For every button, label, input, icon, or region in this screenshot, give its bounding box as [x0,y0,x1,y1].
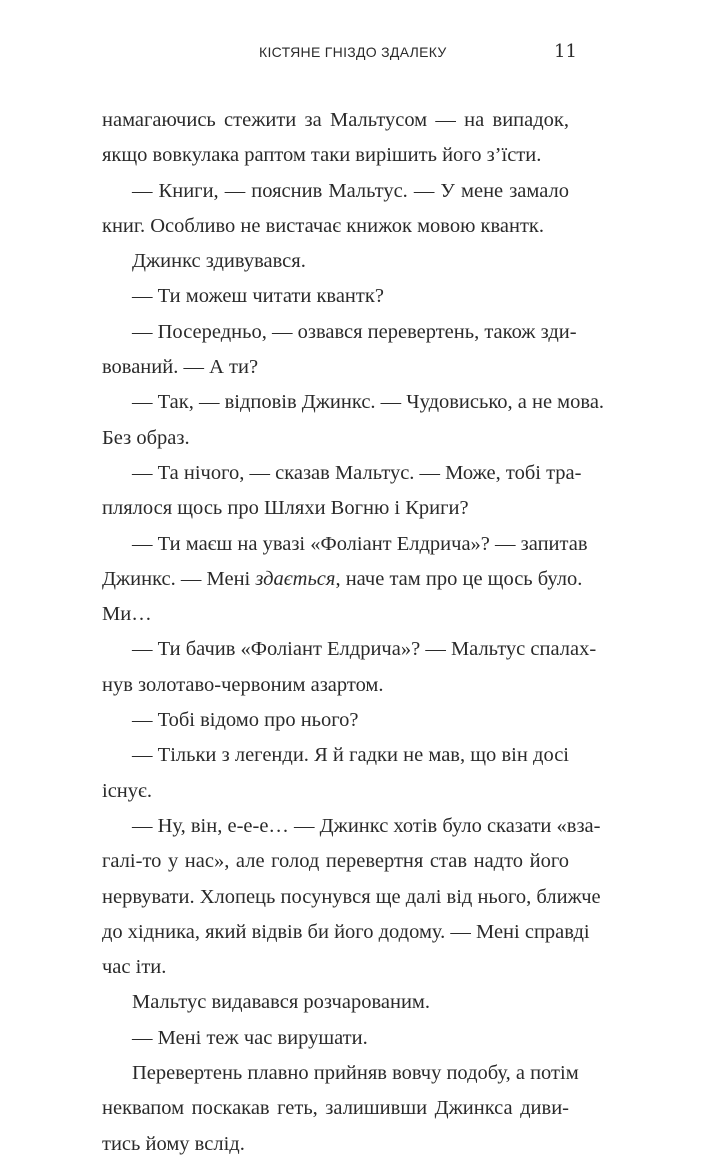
text-line: Мальтус видавався розчарованим. [132,991,431,1014]
page-number: 11 [554,41,577,62]
text-line: — Та нічого, — сказав Мальтус. — Може, тобі тра- [132,461,582,484]
text-line: існує. [102,779,152,802]
text-line: — Ти маєш на увазі «Фоліант Елдрича»? — запитав [132,532,588,555]
text-line: намагаючись стежити за Мальтусом — на випадок, [102,109,569,131]
text-line: книг. Особливо не вистачає книжок мовою квантк. [102,214,545,237]
text-line: — Ти бачив «Фоліант Елдрича»? — Мальтус спалах- [132,638,597,661]
text-line: тись йому вслід. [102,1132,245,1155]
text-run: Джинкс. — Мені [102,567,256,590]
text-line: якщо вовкулака раптом таки вирішить його з’їсти. [102,144,542,167]
text-line: — Так, — відповів Джинкс. — Чудовисько, а не мова. [132,391,605,414]
body-text [102,103,605,1162]
text-line: вований. — А ти? [102,356,259,379]
running-title: КІСТЯНЕ ГНІЗДО ЗДАЛЕКУ [259,44,447,60]
text-line: — Книги, — пояснив Мальтус. — У мене замало [132,179,569,202]
text-line: — Ну, він, е-е-е… — Джинкс хотів було сказати «вза- [132,814,601,837]
text-line: — Мені теж час вирушати. [132,1026,368,1049]
text-line: неквапом поскакав геть, залишивши Джинкса диви- [102,1097,569,1120]
text-line: час іти. [102,956,167,979]
text-line: до хідника, який відвів би його додому. — Мені справді [102,920,590,943]
text-line [102,562,583,597]
text-line: — Посередньо, — озвався перевертень, також зди- [132,320,577,343]
text-line: плялося щось про Шляхи Вогню і Криги? [102,497,469,520]
text-line: — Тобі відомо про нього? [132,709,359,732]
text-run: , наче там про це щось було. [335,567,583,590]
text-line: — Тільки з легенди. Я й гадки не мав, що він досі [132,744,569,767]
text-line: галі-то у нас», але голод перевертня став надто його [102,850,569,873]
text-line: нервувати. Хлопець посунувся ще далі від нього, ближче [102,885,601,908]
emphasis-text: здається [255,567,336,590]
text-line: нув золотаво-червоним азартом. [102,673,384,696]
text-line: Перевертень плавно прийняв вовчу подобу, а потім [132,1062,579,1085]
text-line: Ми… [102,603,152,626]
text-line: Без образ. [102,426,190,449]
text-line: Джинкс здивувався. [132,250,306,273]
text-line: — Ти можеш читати квантк? [132,285,384,308]
